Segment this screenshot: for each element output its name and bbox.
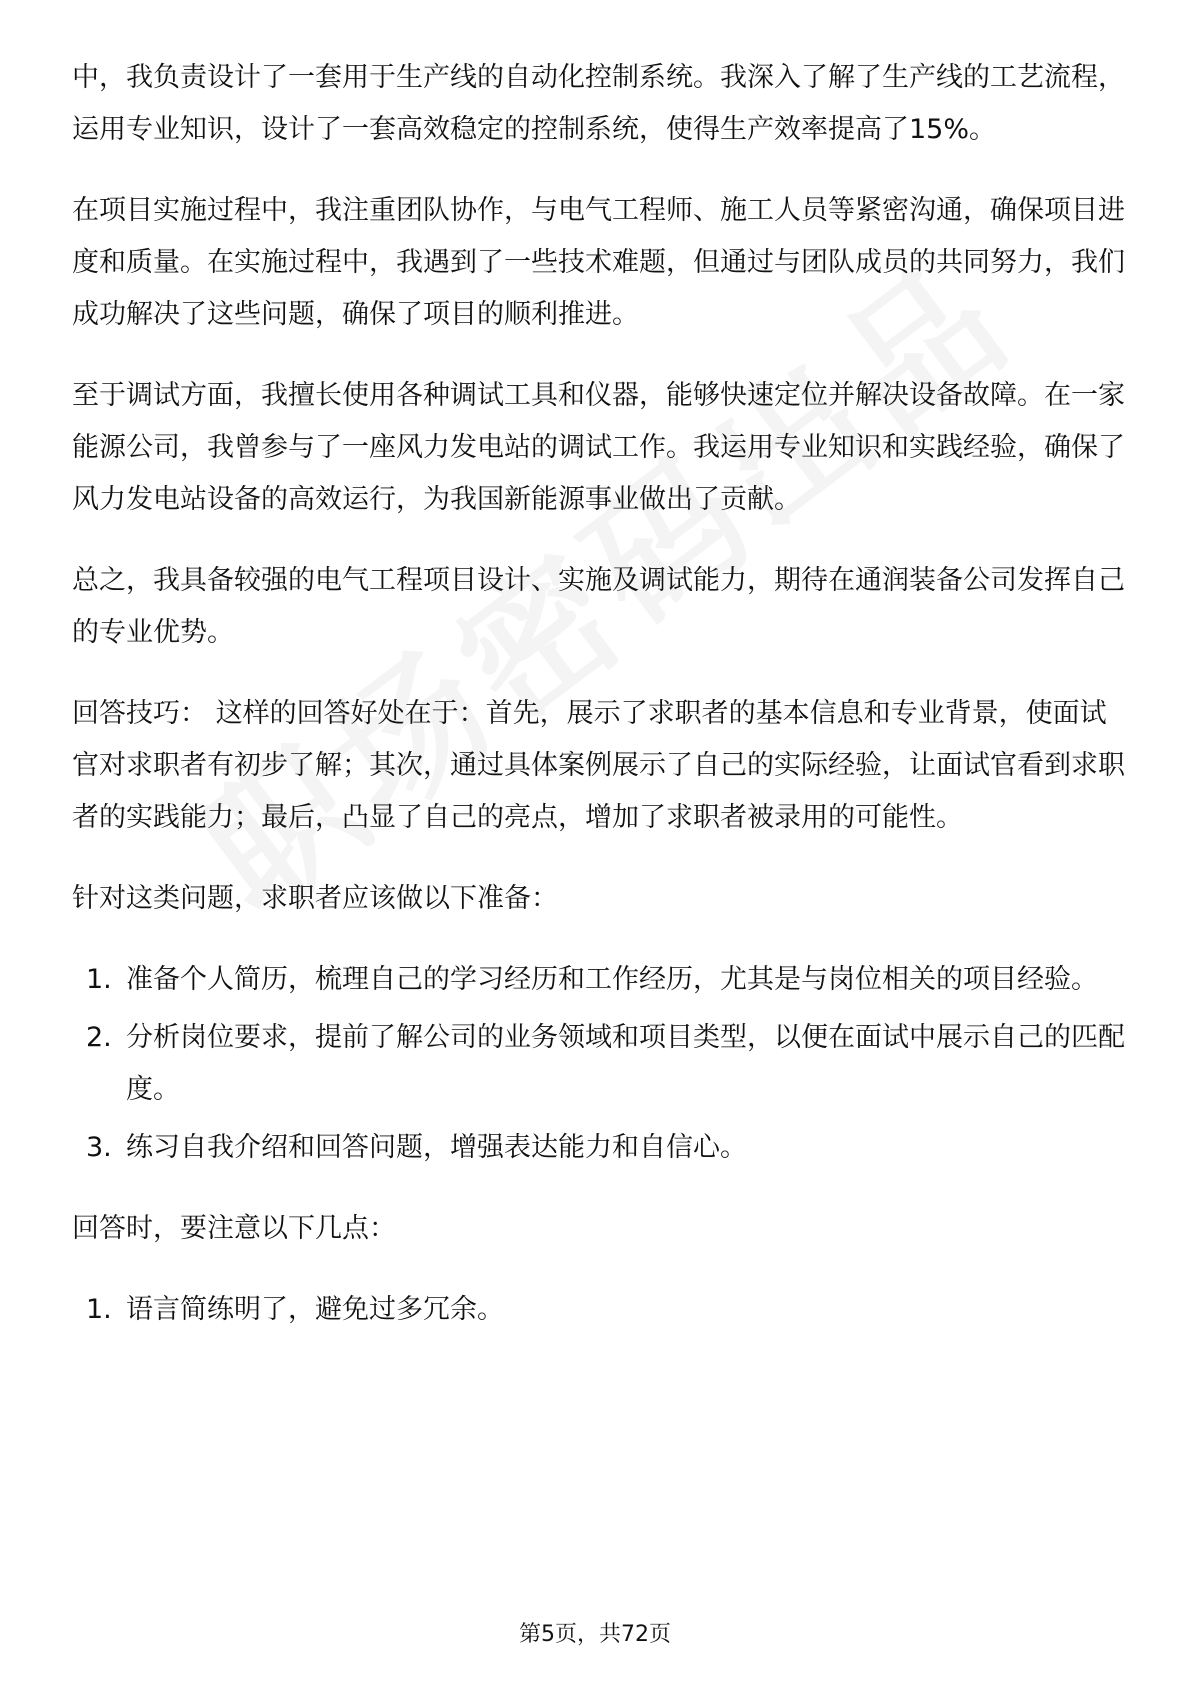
list-item-text: 练习自我介绍和回答问题，增强表达能力和自信心。 [126,1132,747,1163]
paragraph-answer-intro: 回答时，要注意以下几点： [72,1213,396,1244]
paragraph-prep-intro: 针对这类问题，求职者应该做以下准备： [72,883,558,914]
paragraph-design: 中，我负责设计了一套用于生产线的自动化控制系统。我深入了解了生产线的工艺流程，运用专业知识，设计了一套高效稳定的控制系统，使得生产效率提高了15%。 [72,62,1125,145]
list-item [72,1122,1132,1174]
page-footer: 第5页，共72页 [519,1622,671,1647]
paragraph-implementation: 在项目实施过程中，我注重团队协作，与电气工程师、施工人员等紧密沟通，确保项目进度和质量。在实施过程中，我遇到了一些技术难题，但通过与团队成员的共同努力，我们成功解决了这些问题，确保了项目的顺利推进。 [72,195,1125,330]
list-item [72,954,1132,1006]
list-item [72,1284,1132,1336]
list-number: 1. [86,964,112,995]
document-body [72,52,1132,1365]
list-item-text: 分析岗位要求，提前了解公司的业务领域和项目类型，以便在面试中展示自己的匹配度。 [126,1022,1125,1105]
answer-list [72,1284,1132,1336]
list-number: 3. [86,1132,112,1163]
list-item-text: 准备个人简历，梳理自己的学习经历和工作经历，尤其是与岗位相关的项目经验。 [126,964,1098,995]
paragraph-summary: 总之，我具备较强的电气工程项目设计、实施及调试能力，期待在通润装备公司发挥自己的专业优势。 [72,565,1125,648]
list-item-text: 语言简练明了，避免过多冗余。 [126,1294,504,1325]
paragraph-answer-tips: 回答技巧： 这样的回答好处在于：首先，展示了求职者的基本信息和专业背景，使面试官对求职者有初步了解；其次，通过具体案例展示了自己的实际经验，让面试官看到求职者的实践能力；最后，凸显了自己的亮点，增加了求职者被录用的可能性。 [72,698,1125,833]
prep-list [72,954,1132,1174]
list-number: 1. [86,1294,112,1325]
paragraph-debugging: 至于调试方面，我擅长使用各种调试工具和仪器，能够快速定位并解决设备故障。在一家能源公司，我曾参与了一座风力发电站的调试工作。我运用专业知识和实践经验，确保了风力发电站设备的高效运行，为我国新能源事业做出了贡献。 [72,380,1125,515]
list-item [72,1012,1132,1116]
list-number: 2. [86,1022,112,1053]
